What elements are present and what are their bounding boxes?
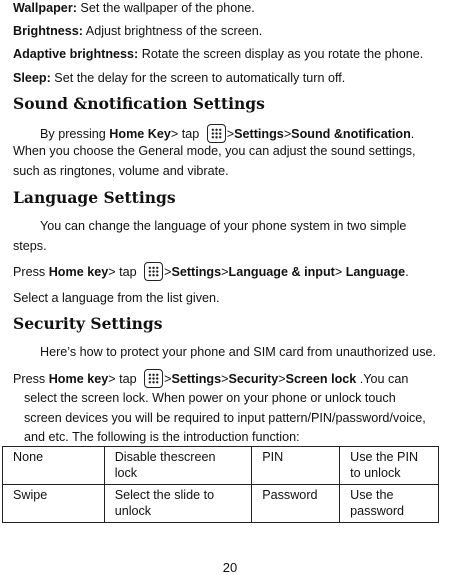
security-paragraph-line: screen devices you will be required to input pattern/PIN/password/voice, bbox=[24, 411, 426, 425]
security-paragraph-line: Here’s how to protect your phone and SIM card from unauthorized use. bbox=[40, 345, 436, 359]
apps-grid-icon bbox=[144, 262, 163, 281]
language-paragraph-line: Select a language from the list given. bbox=[13, 291, 220, 305]
sound-paragraph-line: such as ringtones, volume and vibrate. bbox=[13, 164, 229, 178]
language-heading: Language Settings bbox=[13, 188, 176, 207]
security-instruction: Press Home key> tap >Settings>Security>Screen lock .You can bbox=[13, 369, 408, 388]
wallpaper-item: Wallpaper: Set the wallpaper of the phone. bbox=[13, 1, 255, 15]
apps-grid-icon bbox=[207, 124, 226, 143]
language-paragraph-line: steps. bbox=[13, 239, 47, 253]
sound-instruction: By pressing Home Key> tap >Settings>Sound &notification. bbox=[40, 124, 414, 143]
security-heading: Security Settings bbox=[13, 314, 163, 333]
sound-paragraph-line: When you choose the General mode, you can adjust the sound settings, bbox=[13, 144, 416, 158]
security-paragraph-line: and etc. The following is the introduction function: bbox=[24, 430, 300, 444]
table-cell: Use the PIN to unlock bbox=[340, 447, 439, 485]
table-cell: None bbox=[3, 447, 105, 485]
table-cell: Disable thescreen lock bbox=[104, 447, 252, 485]
language-instruction: Press Home key> tap >Settings>Language & input> Language. bbox=[13, 262, 409, 281]
table-cell: Password bbox=[252, 485, 340, 523]
table-cell: Swipe bbox=[3, 485, 105, 523]
table-row bbox=[3, 447, 439, 485]
apps-grid-icon bbox=[144, 369, 163, 388]
screen-lock-table bbox=[2, 446, 439, 523]
table-cell: Select the slide to unlock bbox=[104, 485, 252, 523]
table-row bbox=[3, 485, 439, 523]
page-number: 20 bbox=[222, 560, 238, 575]
table-cell: PIN bbox=[252, 447, 340, 485]
table-cell: Use the password bbox=[340, 485, 439, 523]
security-paragraph-line: select the screen lock. When power on your phone or unlock touch bbox=[24, 391, 396, 405]
sound-heading: Sound &notification Settings bbox=[13, 94, 265, 113]
adaptive-brightness-item: Adaptive brightness: Rotate the screen display as you rotate the phone. bbox=[13, 47, 424, 61]
brightness-item: Brightness: Adjust brightness of the screen. bbox=[13, 24, 263, 38]
language-paragraph-line: You can change the language of your phone system in two simple bbox=[40, 219, 407, 233]
sleep-item: Sleep: Set the delay for the screen to automatically turn off. bbox=[13, 71, 346, 85]
